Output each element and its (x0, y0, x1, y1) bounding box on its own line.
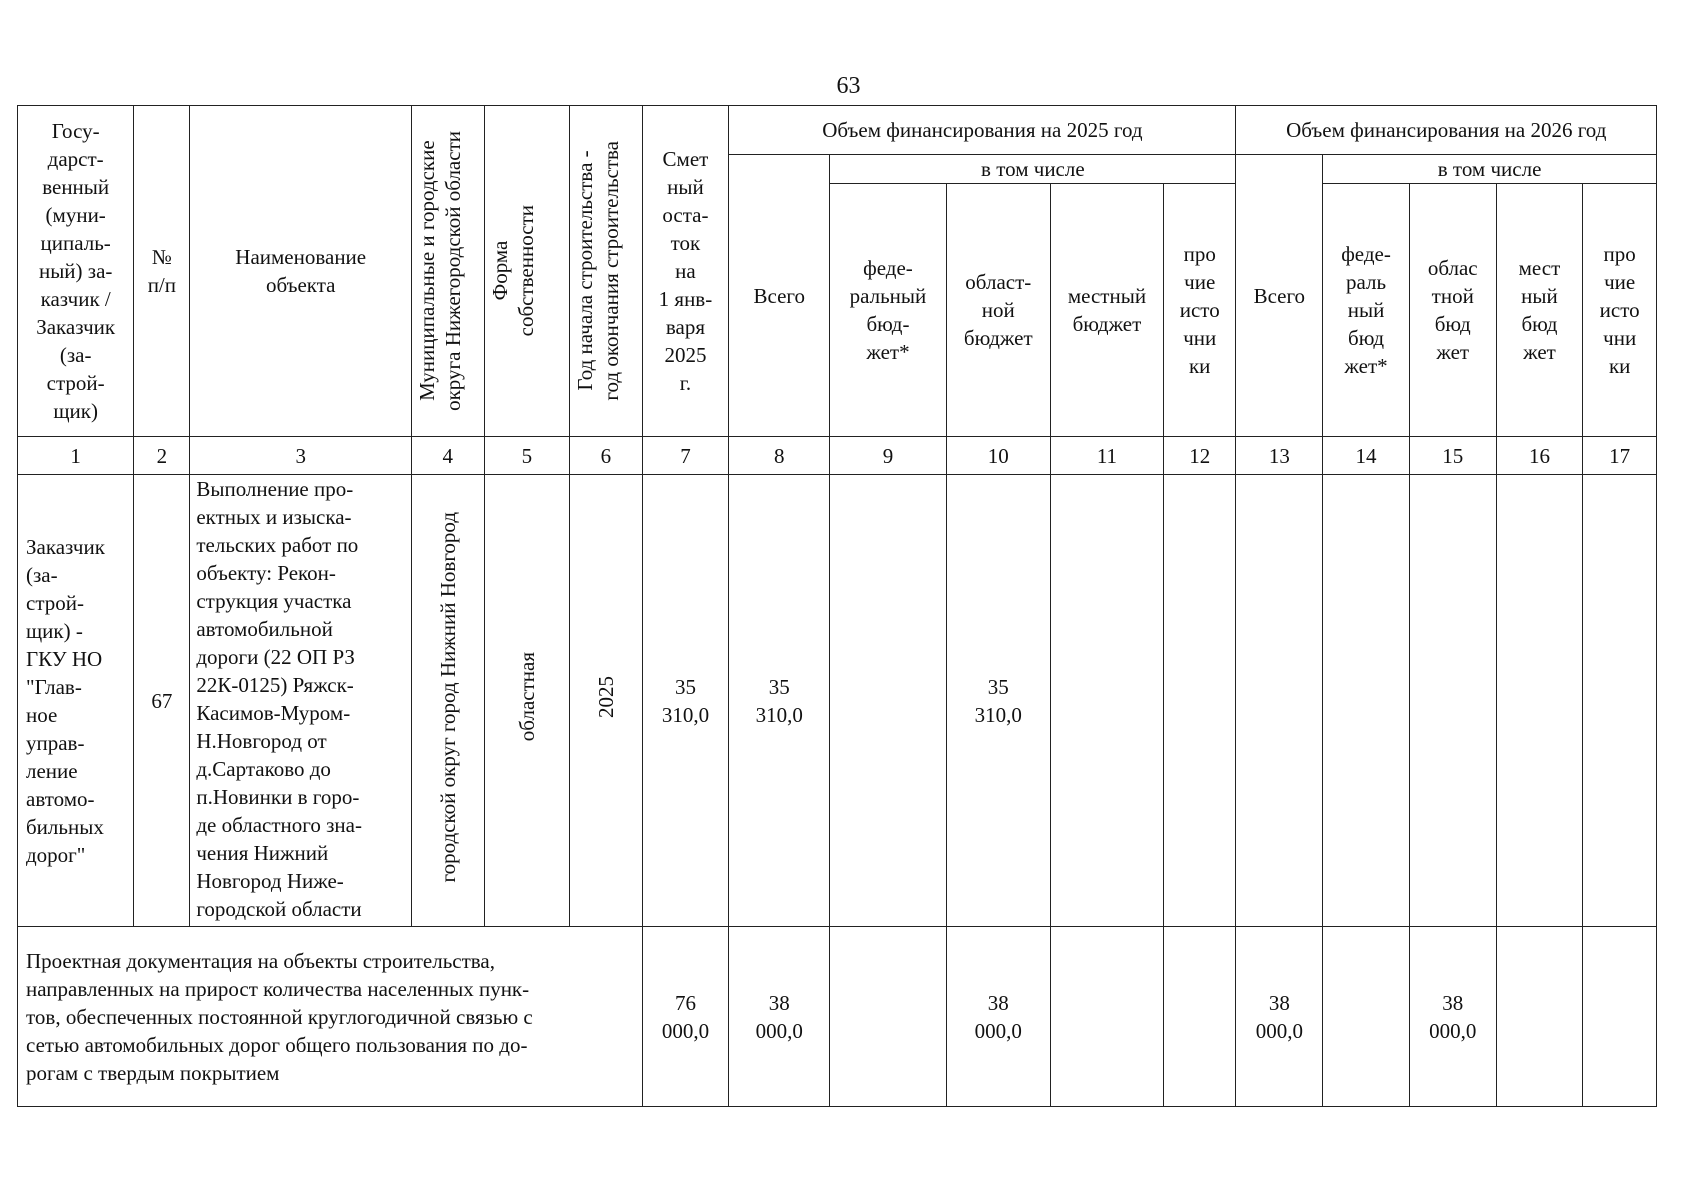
row-other-2026 (1583, 475, 1657, 927)
page-number: 63 (836, 73, 861, 99)
column-number: 6 (570, 437, 642, 475)
header-num: № п/п (134, 106, 190, 437)
column-number: 16 (1496, 437, 1583, 475)
column-number-row (18, 437, 1657, 475)
column-number: 15 (1409, 437, 1496, 475)
row-years: 2025 (570, 475, 642, 927)
header-regional-2026: облас тной бюд жет (1409, 184, 1496, 437)
row-local-2025 (1050, 475, 1163, 927)
header-total-2025: Всего (729, 155, 830, 437)
table-row (18, 475, 1657, 927)
row-estimate: 35 310,0 (642, 475, 729, 927)
financing-table (17, 105, 1657, 1107)
row-ownership: областная (484, 475, 570, 927)
column-number: 1 (18, 437, 134, 475)
row-regional-2025: 35 310,0 (946, 475, 1050, 927)
column-number: 12 (1163, 437, 1235, 475)
row-municipal: городской округ город Нижний Новгород (412, 475, 484, 927)
header-federal-2026: феде- раль ный бюд жет* (1323, 184, 1410, 437)
row-object-name: Выполнение про- ектных и изыска- тельских работ по объекту: Рекон- струкция участка автомобильной дороги (22 ОП РЗ 22К-0125) Ряжск- Касимов-Муром- Н.Новгород от д.Сартаково до п.Новинки в горо- де областного зна- чения Нижний Новгород Ниже- городской области (190, 475, 412, 927)
summary-regional-2026: 38 000,0 (1409, 927, 1496, 1107)
summary-federal-2025 (830, 927, 946, 1107)
column-number: 8 (729, 437, 830, 475)
row-other-2025 (1163, 475, 1235, 927)
column-number: 7 (642, 437, 729, 475)
header-estimate: Смет ный оста- ток на 1 янв- варя 2025 г. (642, 106, 729, 437)
header-regional-2025: област- ной бюджет (946, 184, 1050, 437)
column-number: 5 (484, 437, 570, 475)
summary-other-2026 (1583, 927, 1657, 1107)
header-years: Год начала строительства - год окончания строительства (570, 106, 642, 437)
summary-other-2025 (1163, 927, 1235, 1107)
row-regional-2026 (1409, 475, 1496, 927)
row-total-2025: 35 310,0 (729, 475, 830, 927)
row-local-2026 (1496, 475, 1583, 927)
summary-federal-2026 (1323, 927, 1410, 1107)
summary-regional-2025: 38 000,0 (946, 927, 1050, 1107)
row-total-2026 (1236, 475, 1323, 927)
column-number: 13 (1236, 437, 1323, 475)
header-fin-2026: Объем финансирования на 2026 год (1236, 106, 1657, 155)
column-number: 3 (190, 437, 412, 475)
summary-label: Проектная документация на объекты строительства, направленных на прирост количества населенных пунк- тов, обеспеченных постоянной круглогодичной связью с сетью автомобильных дорог общего пользования по до- рогам с твердым покрытием (18, 927, 643, 1107)
column-number: 2 (134, 437, 190, 475)
column-number: 9 (830, 437, 946, 475)
summary-estimate: 76 000,0 (642, 927, 729, 1107)
summary-local-2026 (1496, 927, 1583, 1107)
header-municipal: Муниципальные и городские округа Нижегородской области (412, 106, 484, 437)
column-number: 11 (1050, 437, 1163, 475)
summary-local-2025 (1050, 927, 1163, 1107)
row-customer: Заказчик (за- строй- щик) - ГКУ НО "Глав- ное управ- ление автомо- бильных дорог" (18, 475, 134, 927)
header-other-2026: про чие исто чни ки (1583, 184, 1657, 437)
summary-row (18, 927, 1657, 1107)
row-federal-2025 (830, 475, 946, 927)
header-including-2026: в том числе (1323, 155, 1657, 184)
header-fin-2025: Объем финансирования на 2025 год (729, 106, 1236, 155)
header-customer: Госу- дарст- венный (муни- ципаль- ный) за- казчик / Заказчик (за- строй- щик) (18, 106, 134, 437)
header-other-2025: про чие исто чни ки (1163, 184, 1235, 437)
header-local-2025: местный бюджет (1050, 184, 1163, 437)
header-ownership: Форма собственности (484, 106, 570, 437)
column-number: 10 (946, 437, 1050, 475)
header-including-2025: в том числе (830, 155, 1236, 184)
row-num: 67 (134, 475, 190, 927)
header-total-2026: Всего (1236, 155, 1323, 437)
column-number: 17 (1583, 437, 1657, 475)
summary-total-2026: 38 000,0 (1236, 927, 1323, 1107)
header-local-2026: мест ный бюд жет (1496, 184, 1583, 437)
column-number: 4 (412, 437, 484, 475)
header-object-name: Наименование объекта (190, 106, 412, 437)
summary-total-2025: 38 000,0 (729, 927, 830, 1107)
header-federal-2025: феде- ральный бюд- жет* (830, 184, 946, 437)
column-number: 14 (1323, 437, 1410, 475)
row-federal-2026 (1323, 475, 1410, 927)
